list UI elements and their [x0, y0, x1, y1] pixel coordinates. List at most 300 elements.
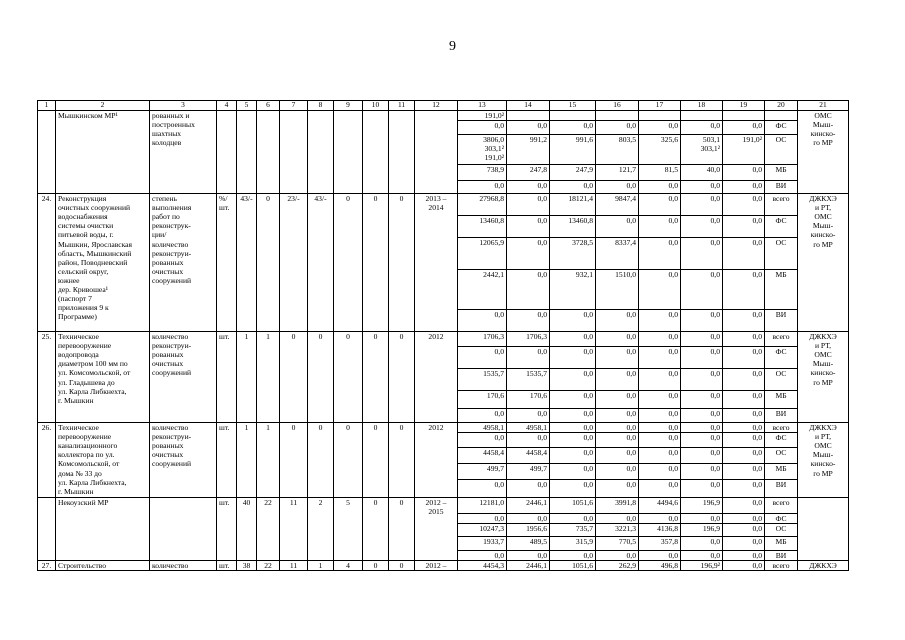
- text-line: 0,0: [710, 331, 720, 341]
- text-line: 0,0: [710, 237, 720, 247]
- text-line: 0,0: [752, 237, 762, 247]
- indicator-value: 1: [257, 331, 280, 422]
- amount-16: [596, 514, 639, 524]
- indicator-value: 0: [389, 331, 415, 422]
- text-line: 0,0: [626, 422, 636, 432]
- text-line: 1535,7: [526, 368, 547, 378]
- amount-13: [458, 309, 507, 331]
- text-line: 0,0: [668, 480, 678, 490]
- amount-17: [639, 561, 681, 571]
- text-line: Техническое: [58, 331, 99, 341]
- header-col-2: 2: [56, 101, 150, 111]
- amount-16: [596, 120, 639, 134]
- text-line: 2012: [428, 422, 444, 432]
- amount-18: [681, 537, 723, 551]
- text-line: системы очистки: [58, 221, 114, 231]
- text-line: 0,0: [537, 408, 547, 418]
- text-line: 0,0: [626, 120, 636, 130]
- measure-name: [56, 422, 150, 497]
- header-col-21: 21: [798, 101, 849, 111]
- indicator-value: 0: [389, 561, 415, 571]
- text-line: водопровода: [58, 350, 99, 360]
- text-line: 0,0: [710, 551, 720, 561]
- amount-14: [507, 551, 550, 561]
- amount-14: [507, 498, 550, 514]
- text-line: реконструи-: [152, 248, 192, 258]
- amount-15: [550, 524, 596, 537]
- amount-19: [723, 464, 765, 480]
- text-line: 0,0: [710, 537, 720, 547]
- executor: [798, 561, 849, 571]
- header-col-11: 11: [389, 101, 415, 111]
- period: [415, 193, 458, 331]
- amount-19: [723, 269, 765, 309]
- text-line: 0,0: [752, 408, 762, 418]
- amount-16: [596, 215, 639, 237]
- unit: [217, 193, 237, 331]
- indicator-value: 0: [363, 498, 389, 561]
- text-line: 325,6: [660, 134, 678, 144]
- indicator-value: 23/-: [280, 193, 308, 331]
- header-col-17: 17: [639, 101, 681, 111]
- text-line: 0,0: [752, 346, 762, 356]
- text-line: 0,0: [626, 390, 636, 400]
- table-body: [38, 110, 849, 571]
- amount-13: [458, 537, 507, 551]
- period: [415, 561, 458, 571]
- header-col-13: 13: [458, 101, 507, 111]
- amount-14: [507, 120, 550, 134]
- text-line: 170,6: [486, 390, 504, 400]
- text-line: построенных: [152, 119, 195, 129]
- text-line: 0,0: [710, 448, 720, 458]
- measure-name: [56, 110, 150, 193]
- text-line: ОМС: [814, 212, 832, 222]
- amount-14: [507, 215, 550, 237]
- funding-source: ФС: [765, 514, 798, 524]
- amount-14: [507, 561, 550, 571]
- text-line: 0,0: [668, 433, 678, 443]
- text-line: 0,0: [583, 180, 593, 190]
- amount-16: [596, 561, 639, 571]
- text-line: ции/: [152, 230, 167, 240]
- text-line: 191,0²: [484, 110, 504, 120]
- text-line: 2014: [428, 203, 444, 213]
- text-line: 247,8: [529, 164, 547, 174]
- text-line: 0,0: [752, 514, 762, 524]
- header-col-7: 7: [280, 101, 308, 111]
- amount-15: [550, 422, 596, 432]
- text-line: ДЖКХЭ: [809, 193, 837, 203]
- unit: [217, 561, 237, 571]
- amount-16: [596, 331, 639, 346]
- text-line: 0,0: [668, 514, 678, 524]
- amount-17: [639, 269, 681, 309]
- amount-19: [723, 551, 765, 561]
- text-line: го МР: [813, 377, 833, 387]
- text-line: 4458,4: [526, 448, 547, 458]
- amount-13: [458, 110, 507, 120]
- text-line: реконструи-: [152, 432, 192, 442]
- row-number: [38, 110, 56, 193]
- text-line: 0,0: [668, 331, 678, 341]
- text-line: 18121,4: [568, 193, 593, 203]
- funding-source: ОС: [765, 237, 798, 269]
- amount-13: [458, 524, 507, 537]
- text-line: 2015: [428, 507, 444, 517]
- text-line: 40,0: [706, 164, 720, 174]
- amount-13: [458, 120, 507, 134]
- amount-18: [681, 422, 723, 432]
- text-line: 499,7: [486, 464, 504, 474]
- row-number: 26.: [38, 422, 56, 497]
- amount-13: [458, 269, 507, 309]
- text-line: количество: [152, 422, 189, 432]
- text-line: выполнения: [152, 203, 192, 213]
- amount-19: [723, 346, 765, 368]
- header-col-9: 9: [334, 101, 363, 111]
- text-line: 0,0: [710, 193, 720, 203]
- indicator-value: 2: [308, 498, 334, 561]
- amount-19: [723, 237, 765, 269]
- executor: [798, 193, 849, 331]
- text-line: 191,0²: [742, 134, 762, 144]
- text-line: 0,0: [752, 551, 762, 561]
- amount-18: [681, 120, 723, 134]
- amount-14: [507, 346, 550, 368]
- indicator-value: 40: [237, 498, 257, 561]
- text-line: шт.: [219, 498, 230, 508]
- indicator-value: 11: [280, 498, 308, 561]
- text-line: Техническое: [58, 422, 99, 432]
- text-line: ул. Гладышева до: [58, 377, 115, 387]
- text-line: 0,0: [710, 180, 720, 190]
- amount-17: [639, 331, 681, 346]
- amount-19: [723, 390, 765, 408]
- text-line: 0,0: [752, 561, 762, 571]
- text-line: 0,0: [537, 120, 547, 130]
- text-line: 0,0: [626, 215, 636, 225]
- funding-source: всего: [765, 561, 798, 571]
- amount-18: [681, 390, 723, 408]
- amount-13: [458, 134, 507, 164]
- amount-19: [723, 480, 765, 498]
- text-line: рованных: [152, 350, 184, 360]
- text-line: 0,0: [583, 331, 593, 341]
- text-line: 10247,3: [479, 524, 504, 534]
- amount-19: [723, 537, 765, 551]
- text-line: 0,0: [626, 514, 636, 524]
- amount-18: [681, 134, 723, 164]
- amount-16: [596, 537, 639, 551]
- text-line: 0,0: [583, 120, 593, 130]
- text-line: 0,0: [626, 368, 636, 378]
- text-line: очистных сооружений: [58, 203, 131, 213]
- indicator-value: 22: [257, 561, 280, 571]
- amount-18: [681, 448, 723, 464]
- amount-15: [550, 551, 596, 561]
- text-line: 0,0: [537, 346, 547, 356]
- text-line: перевооружение: [58, 341, 112, 351]
- text-line: 991,6: [575, 134, 593, 144]
- text-line: 0,0: [583, 514, 593, 524]
- text-line: 0,0: [626, 331, 636, 341]
- text-line: 0,0: [752, 390, 762, 400]
- amount-15: [550, 448, 596, 464]
- amount-13: [458, 331, 507, 346]
- amount-18: [681, 433, 723, 448]
- funding-source: ВИ: [765, 309, 798, 331]
- text-line: 0,0: [710, 390, 720, 400]
- amount-19: [723, 193, 765, 215]
- text-line: 0,0: [583, 433, 593, 443]
- text-line: 503,1: [702, 134, 720, 144]
- amount-19: [723, 120, 765, 134]
- text-line: 4494,6: [657, 498, 678, 508]
- text-line: 0,0: [752, 524, 762, 534]
- text-line: 0,0: [583, 346, 593, 356]
- text-line: очистных: [152, 359, 184, 369]
- amount-18: [681, 561, 723, 571]
- text-line: 0,0: [668, 408, 678, 418]
- text-line: 0,0: [752, 464, 762, 474]
- text-line: 1706,3: [526, 331, 547, 341]
- indicator-value: 4: [334, 561, 363, 571]
- amount-18: [681, 464, 723, 480]
- text-line: приложения 9 к: [58, 303, 109, 313]
- text-line: Мыш-: [812, 359, 834, 369]
- text-line: Комсомольской, от: [58, 459, 120, 469]
- text-line: шт.: [219, 331, 230, 341]
- text-line: рованных и: [152, 110, 190, 120]
- funding-source: МБ: [765, 269, 798, 309]
- text-line: 0,0: [537, 269, 547, 279]
- indicator-value: [334, 110, 363, 193]
- text-line: рованных: [152, 441, 184, 451]
- text-line: 0,0: [494, 514, 504, 524]
- text-line: 12065,9: [479, 237, 504, 247]
- amount-13: [458, 464, 507, 480]
- amount-19: [723, 164, 765, 180]
- text-line: 357,8: [660, 537, 678, 547]
- text-line: 0,0: [752, 433, 762, 443]
- amount-14: [507, 422, 550, 432]
- header-col-3: 3: [150, 101, 217, 111]
- indicator: [150, 110, 217, 193]
- table-row: [38, 561, 849, 571]
- text-line: 0,0: [626, 480, 636, 490]
- amount-14: [507, 164, 550, 180]
- text-line: и РТ,: [814, 203, 832, 213]
- text-line: кинско-: [810, 230, 836, 240]
- amount-19: [723, 422, 765, 432]
- row-number: 25.: [38, 331, 56, 422]
- amount-15: [550, 433, 596, 448]
- indicator-value: 38: [237, 561, 257, 571]
- text-line: 2012: [428, 331, 444, 341]
- amount-15: [550, 215, 596, 237]
- text-line: Мыш-: [812, 119, 834, 129]
- text-line: 803,5: [618, 134, 636, 144]
- table-row: [38, 498, 849, 514]
- text-line: 0,0: [710, 120, 720, 130]
- measure-name: [56, 193, 150, 331]
- header-col-6: 6: [257, 101, 280, 111]
- indicator-value: 11: [280, 561, 308, 571]
- indicator-value: 0: [334, 193, 363, 331]
- text-line: 13460,8: [568, 215, 593, 225]
- text-line: 0,0: [710, 422, 720, 432]
- table-row: [38, 110, 849, 120]
- text-line: го МР: [813, 138, 833, 148]
- text-line: 0,0: [668, 551, 678, 561]
- text-line: 3728,5: [572, 237, 593, 247]
- amount-19: [723, 524, 765, 537]
- funding-source: МБ: [765, 164, 798, 180]
- text-line: 0,0: [583, 390, 593, 400]
- text-line: Мышкинском МР¹: [58, 110, 118, 120]
- text-line: 315,9: [575, 537, 593, 547]
- text-line: шахтных: [152, 129, 182, 139]
- executor: [798, 498, 849, 561]
- text-line: шт.: [219, 561, 230, 571]
- amount-14: [507, 193, 550, 215]
- amount-13: [458, 551, 507, 561]
- text-line: 8337,4: [615, 237, 636, 247]
- text-line: 0,0: [752, 480, 762, 490]
- amount-16: [596, 448, 639, 464]
- text-line: г. Мышкин: [58, 395, 94, 405]
- amount-17: [639, 120, 681, 134]
- text-line: 196,9: [702, 524, 720, 534]
- amount-16: [596, 134, 639, 164]
- text-line: количество: [152, 331, 189, 341]
- text-line: 0,0: [537, 309, 547, 319]
- unit: [217, 498, 237, 561]
- amount-16: [596, 237, 639, 269]
- text-line: диаметром 100 мм по: [58, 359, 128, 369]
- text-line: 0,0: [668, 237, 678, 247]
- text-line: 1510,0: [615, 269, 636, 279]
- amount-15: [550, 309, 596, 331]
- indicator-value: 0: [334, 331, 363, 422]
- amount-16: [596, 180, 639, 193]
- indicator-value: [280, 110, 308, 193]
- amount-14: [507, 408, 550, 422]
- funding-source: ВИ: [765, 408, 798, 422]
- text-line: 81,5: [664, 164, 678, 174]
- text-line: 170,6: [529, 390, 547, 400]
- text-line: го МР: [813, 239, 833, 249]
- funding-source: ФС: [765, 346, 798, 368]
- amount-16: [596, 390, 639, 408]
- text-line: 0,0: [494, 408, 504, 418]
- text-line: 3806,0: [483, 134, 504, 144]
- text-line: 0,0: [583, 551, 593, 561]
- funding-source: ОС: [765, 134, 798, 164]
- text-line: 932,1: [575, 269, 593, 279]
- amount-15: [550, 237, 596, 269]
- header-col-14: 14: [507, 101, 550, 111]
- text-line: 0,0: [752, 215, 762, 225]
- amount-16: [596, 498, 639, 514]
- unit: [217, 110, 237, 193]
- amount-17: [639, 237, 681, 269]
- text-line: г. Мышкин: [58, 486, 94, 496]
- amount-13: [458, 237, 507, 269]
- text-line: 196,9²: [700, 561, 720, 571]
- amount-17: [639, 422, 681, 432]
- amount-15: [550, 390, 596, 408]
- amount-14: [507, 134, 550, 164]
- text-line: 121,7: [618, 164, 636, 174]
- text-line: 0,0: [668, 309, 678, 319]
- text-line: го МР: [813, 468, 833, 478]
- amount-17: [639, 346, 681, 368]
- text-line: 0,0: [537, 551, 547, 561]
- amount-13: [458, 215, 507, 237]
- executor: [798, 331, 849, 422]
- text-line: южнее: [58, 275, 80, 285]
- text-line: 0,0: [668, 390, 678, 400]
- text-line: Мыш-: [812, 450, 834, 460]
- text-line: 0,0: [537, 193, 547, 203]
- text-line: 0,0: [583, 422, 593, 432]
- text-line: 1956,6: [526, 524, 547, 534]
- amount-14: [507, 390, 550, 408]
- indicator-value: 0: [308, 422, 334, 497]
- text-line: 0,0: [752, 269, 762, 279]
- text-line: 0,0: [583, 408, 593, 418]
- text-line: 0,0: [752, 164, 762, 174]
- period: [415, 110, 458, 193]
- text-line: 0,0: [668, 120, 678, 130]
- funding-source: ВИ: [765, 180, 798, 193]
- text-line: 0,0: [710, 269, 720, 279]
- text-line: 0,0: [626, 408, 636, 418]
- text-line: 0,0: [668, 215, 678, 225]
- text-line: 0,0: [626, 309, 636, 319]
- amount-18: [681, 368, 723, 390]
- amount-17: [639, 448, 681, 464]
- text-line: степень: [152, 193, 178, 203]
- amount-14: [507, 110, 550, 120]
- header-col-12: 12: [415, 101, 458, 111]
- amount-17: [639, 551, 681, 561]
- text-line: 2446,1: [526, 498, 547, 508]
- text-line: 0,0: [668, 368, 678, 378]
- text-line: 0,0: [710, 408, 720, 418]
- amount-17: [639, 180, 681, 193]
- amount-18: [681, 408, 723, 422]
- indicator-value: 0: [389, 422, 415, 497]
- amount-18: [681, 346, 723, 368]
- funding-source: [765, 110, 798, 120]
- text-line: 3221,3: [615, 524, 636, 534]
- funding-source: ВИ: [765, 551, 798, 561]
- indicator: [150, 561, 217, 571]
- indicator-value: 0: [280, 331, 308, 422]
- text-line: дома № 33 до: [58, 468, 102, 478]
- amount-19: [723, 110, 765, 120]
- text-line: работ по: [152, 212, 180, 222]
- amount-17: [639, 193, 681, 215]
- measure-name: [56, 498, 150, 561]
- indicator-value: 1: [237, 331, 257, 422]
- text-line: ДЖКХЭ: [809, 561, 837, 571]
- text-line: 0,0: [668, 464, 678, 474]
- amount-18: [681, 180, 723, 193]
